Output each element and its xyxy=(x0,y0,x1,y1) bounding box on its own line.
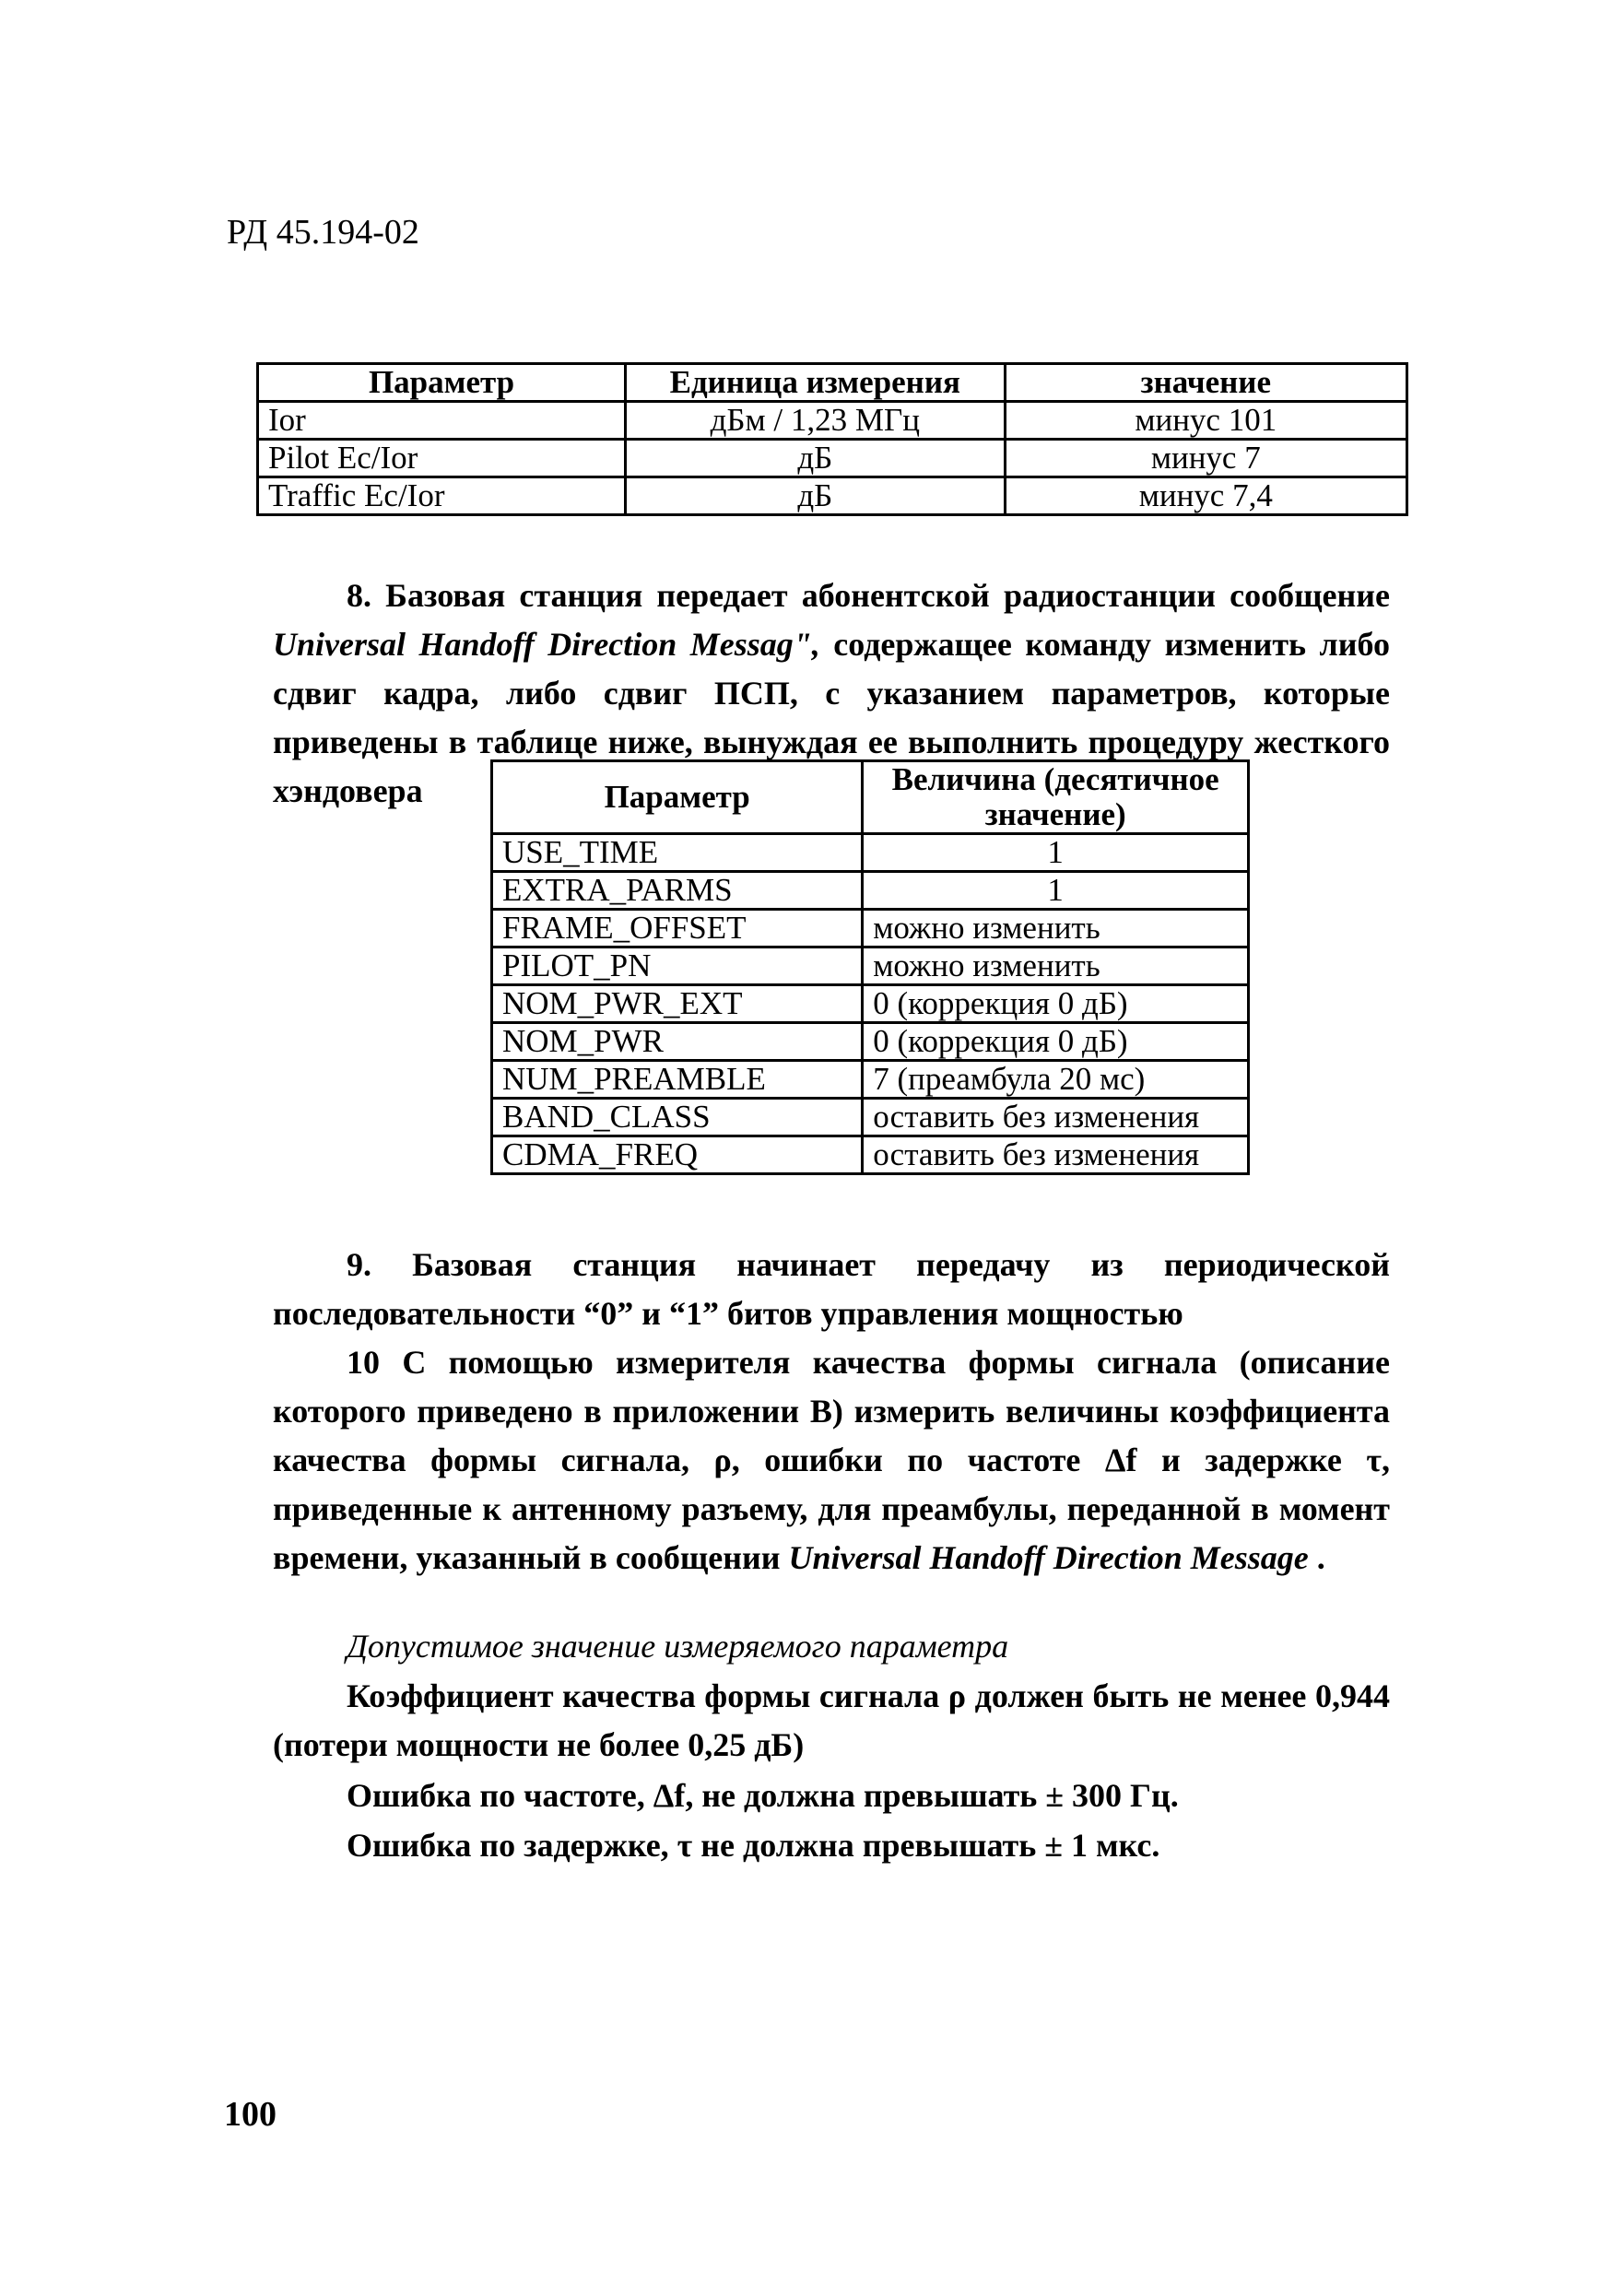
table-cell: дБм / 1,23 МГц xyxy=(626,402,1006,440)
message-fields-table xyxy=(490,759,1250,1175)
table-cell: 0 (коррекция 0 дБ) xyxy=(863,985,1249,1023)
message-name: Universal Handoff Direction Messag", xyxy=(273,626,820,663)
table-header-cell: Величина (десятичное значение) xyxy=(863,761,1249,834)
table-cell: Pilot Ec/Ior xyxy=(258,440,626,477)
document-header: РД 45.194-02 xyxy=(227,213,419,252)
table-cell: дБ xyxy=(626,477,1006,515)
table-cell: PILOT_PN xyxy=(492,947,863,985)
page-number: 100 xyxy=(224,2095,277,2134)
table-row xyxy=(492,910,1249,947)
requirement-quality: Коэффициент качества формы сигнала ρ должен быть не менее 0,944 (потери мощности не более 0,25 дБ) xyxy=(273,1677,1390,1763)
table-cell: минус 7,4 xyxy=(1005,477,1406,515)
paragraph-text: содержащее команду изменить либо сдвиг кадра, либо сдвиг ПСП, с указанием параметров, которые приведены в таблице ниже, вынуждая ее выполнить процедуру жесткого хэндовера xyxy=(273,626,1390,809)
table-cell: BAND_CLASS xyxy=(492,1099,863,1136)
table-cell: можно изменить xyxy=(863,910,1249,947)
table-header-cell: Единица измерения xyxy=(626,364,1006,402)
table-cell: дБ xyxy=(626,440,1006,477)
table-row xyxy=(258,477,1407,515)
table-row xyxy=(492,947,1249,985)
section-title: Допустимое значение измеряемого параметра xyxy=(347,1628,1009,1665)
paragraph-10 xyxy=(273,1338,1390,1583)
table-cell: 1 xyxy=(863,834,1249,872)
table-cell: минус 101 xyxy=(1005,402,1406,440)
parameters-table xyxy=(256,362,1408,516)
table-row xyxy=(258,402,1407,440)
table-row xyxy=(492,1099,1249,1136)
table-cell: 7 (преамбула 20 мс) xyxy=(863,1061,1249,1099)
table-header-cell: Параметр xyxy=(492,761,863,834)
table-cell: NOM_PWR_EXT xyxy=(492,985,863,1023)
table-cell: CDMA_FREQ xyxy=(492,1136,863,1174)
table-cell: Traffic Ec/Ior xyxy=(258,477,626,515)
table-row xyxy=(492,1136,1249,1174)
message-name: Universal Handoff Direction Message xyxy=(788,1539,1309,1576)
paragraph-text: . xyxy=(1308,1539,1325,1576)
table-header-row xyxy=(492,761,1249,834)
table-row xyxy=(492,985,1249,1023)
table-row xyxy=(492,1023,1249,1061)
table-cell: NOM_PWR xyxy=(492,1023,863,1061)
requirement-frequency: Ошибка по частоте, Δf, не должна превышать ± 300 Гц. xyxy=(347,1777,1179,1814)
table-row xyxy=(258,440,1407,477)
table-cell: 0 (коррекция 0 дБ) xyxy=(863,1023,1249,1061)
table-cell: NUM_PREAMBLE xyxy=(492,1061,863,1099)
table-cell: минус 7 xyxy=(1005,440,1406,477)
table-header-cell: Параметр xyxy=(258,364,626,402)
table-cell: Ior xyxy=(258,402,626,440)
table-cell: EXTRA_PARMS xyxy=(492,872,863,910)
table-header-row xyxy=(258,364,1407,402)
paragraph-text: 10 С помощью измерителя качества формы сигнала (описание которого приведено в приложении В) измерить величины коэффициента качества формы сигнала, ρ, ошибки по частоте Δf и задержке τ, приведенные к антенному разъему, для преамбулы, переданной в момент времени, указанный в сообщении xyxy=(273,1344,1390,1576)
table-cell: можно изменить xyxy=(863,947,1249,985)
table-cell: 1 xyxy=(863,872,1249,910)
table-row xyxy=(492,1061,1249,1099)
table-row xyxy=(492,834,1249,872)
table-cell: оставить без изменения xyxy=(863,1136,1249,1174)
paragraph-text: 8. Базовая станция передает абонентской радиостанции сообщение xyxy=(347,577,1390,614)
requirement-delay: Ошибка по задержке, τ не должна превышать ± 1 мкс. xyxy=(347,1827,1160,1864)
paragraph-9: 9. Базовая станция начинает передачу из периодической последовательности “0” и “1” битов управления мощностью xyxy=(273,1246,1390,1332)
table-cell: оставить без изменения xyxy=(863,1099,1249,1136)
table-cell: USE_TIME xyxy=(492,834,863,872)
table-row xyxy=(492,872,1249,910)
table-cell: FRAME_OFFSET xyxy=(492,910,863,947)
table-header-cell: значение xyxy=(1005,364,1406,402)
